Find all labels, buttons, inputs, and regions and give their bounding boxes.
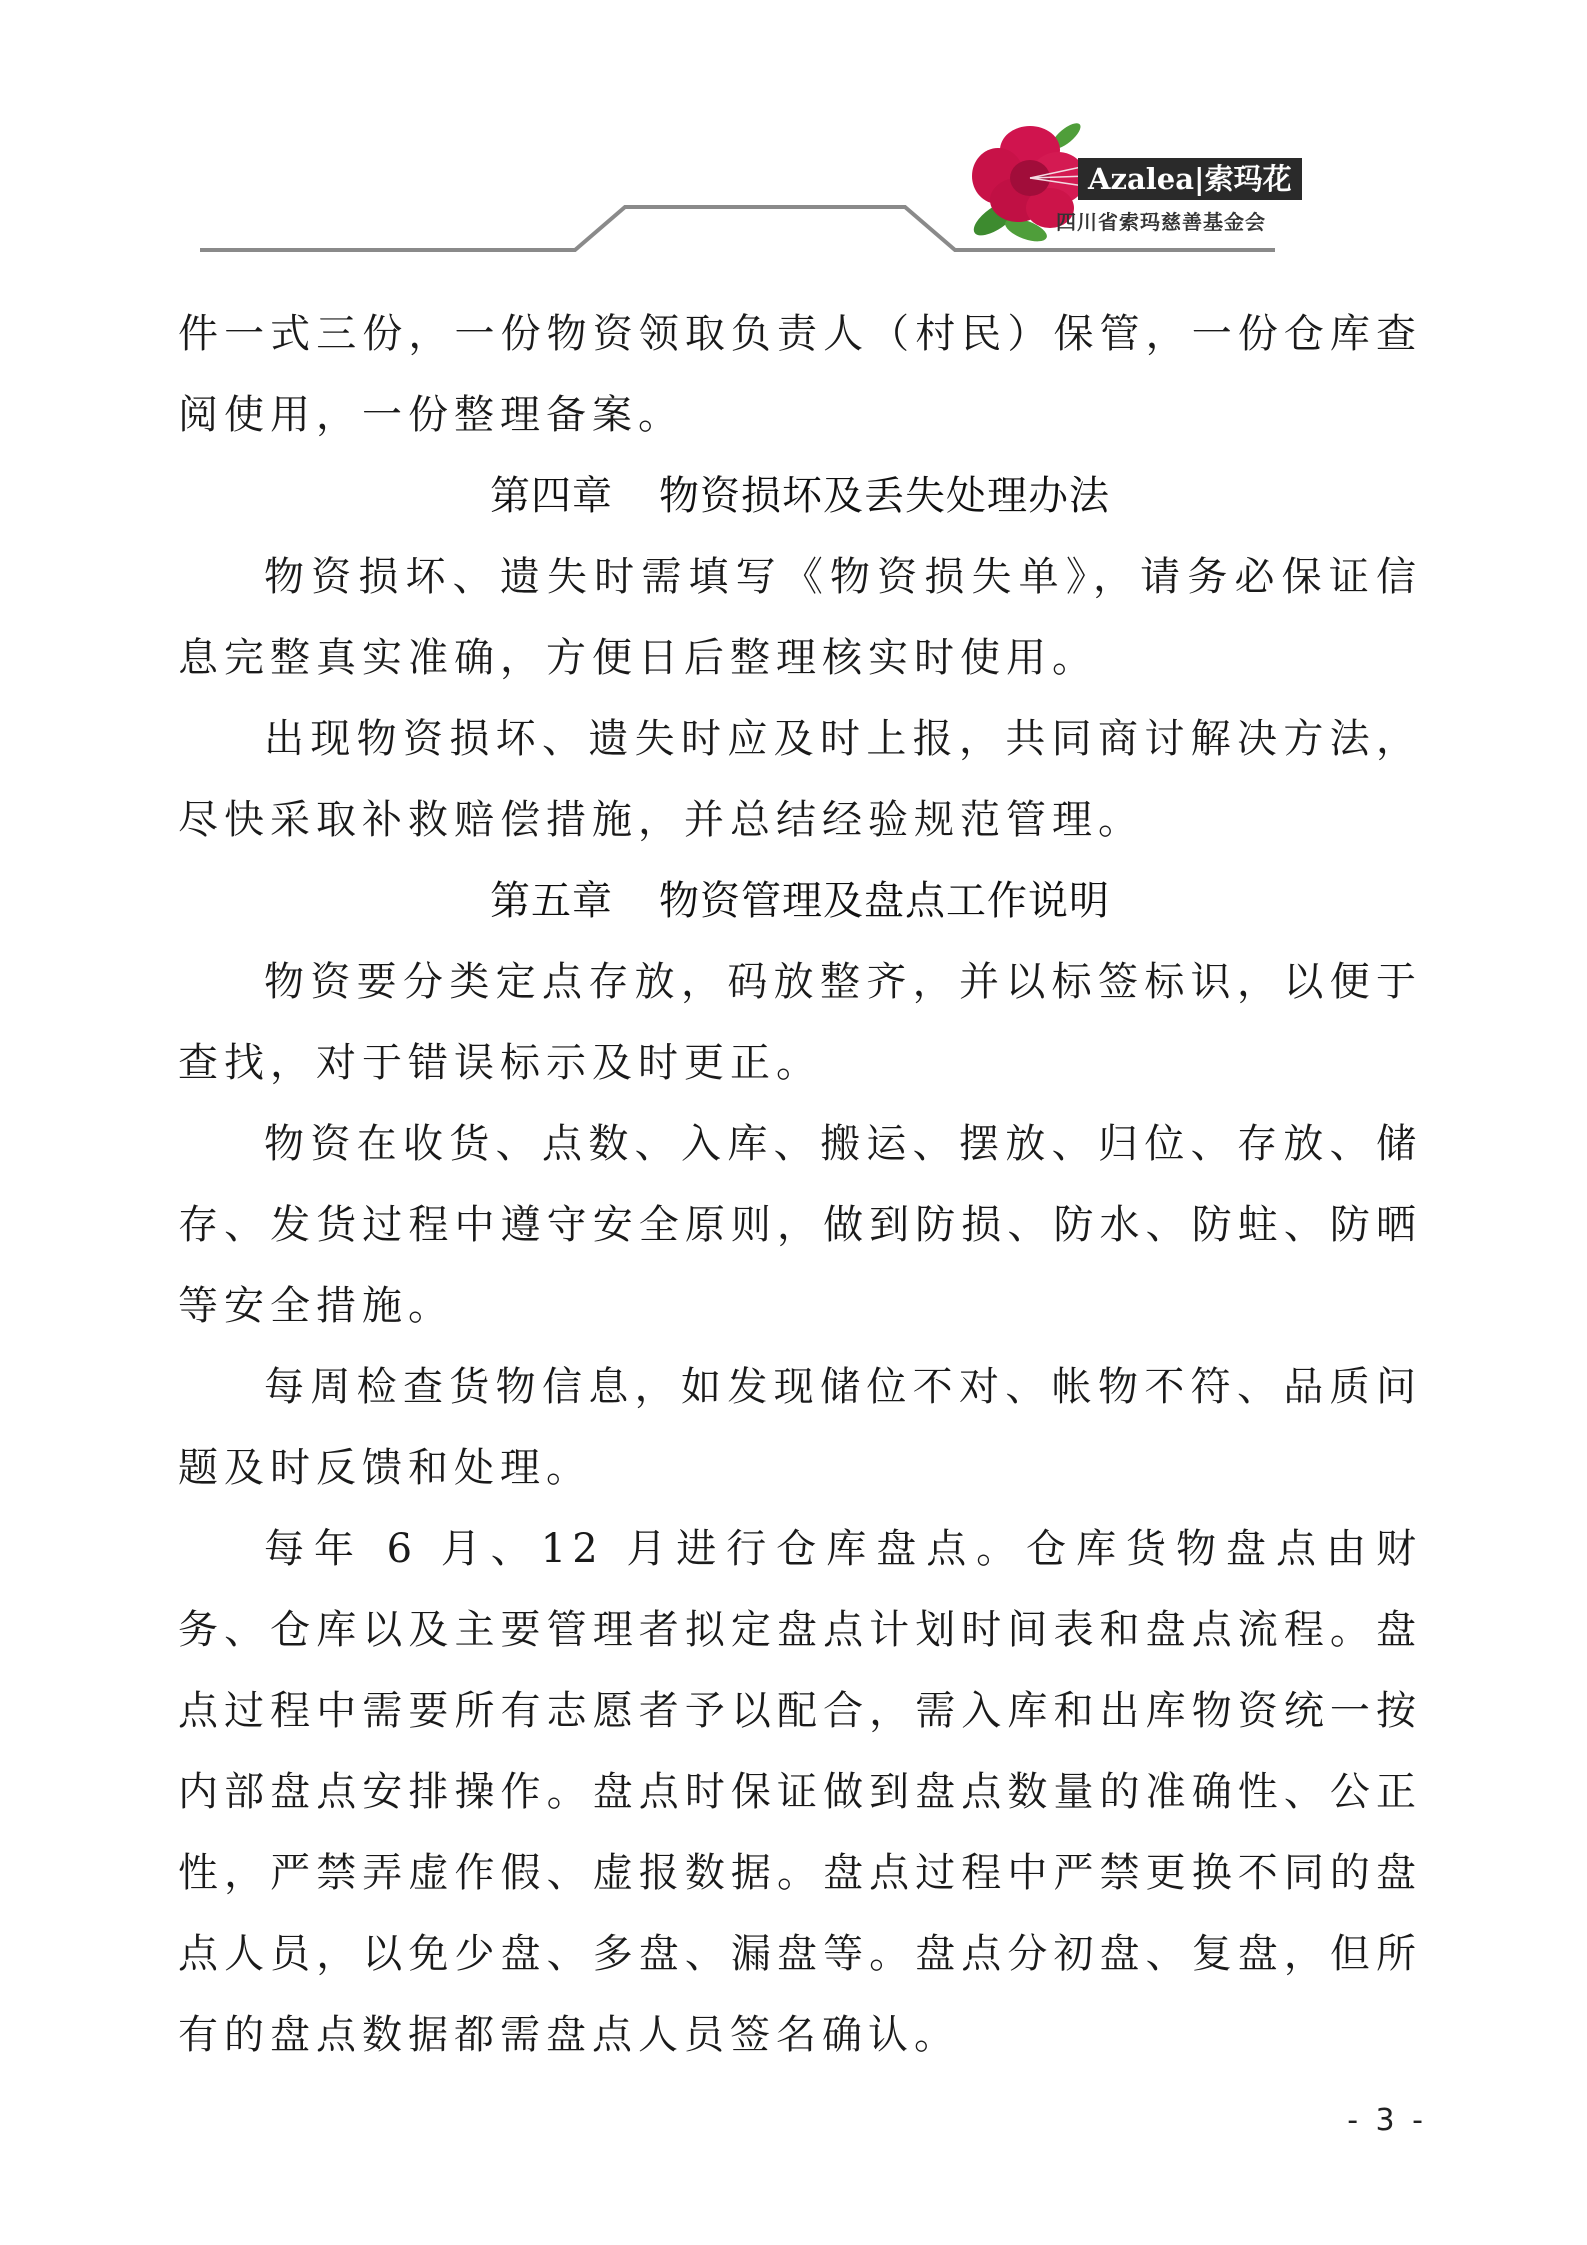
chapter-five-number: 第五章 xyxy=(490,878,613,924)
paragraph-weekly-check: 每周检查货物信息，如发现储位不对、帐物不符、品质问题及时反馈和处理。 xyxy=(178,1364,1422,1491)
chapter-four-heading xyxy=(178,456,1422,537)
paragraph-copies: 件一式三份，一份物资领取负责人（村民）保管，一份仓库查阅使用，一份整理备案。 xyxy=(178,311,1422,438)
paragraph-safety: 物资在收货、点数、入库、搬运、摆放、归位、存放、储存、发货过程中遵守安全原则，做到防损、防水、防蛀、防晒等安全措施。 xyxy=(178,1121,1422,1329)
logo-brand-text: Azalea|索玛花 xyxy=(1078,158,1302,200)
chapter-four-number: 第四章 xyxy=(490,473,613,519)
foundation-logo xyxy=(968,118,1292,248)
page-number: - 3 - xyxy=(1347,2103,1427,2138)
chapter-five-heading xyxy=(178,861,1422,942)
paragraph-loss-report: 出现物资损坏、遗失时应及时上报，共同商讨解决方法，尽快采取补救赔偿措施，并总结经验规范管理。 xyxy=(178,716,1422,843)
document-body xyxy=(178,294,1422,2076)
chapter-five-title: 物资管理及盘点工作说明 xyxy=(659,878,1110,924)
paragraph-loss-form: 物资损坏、遗失时需填写《物资损失单》，请务必保证信息完整真实准确，方便日后整理核实时使用。 xyxy=(178,554,1422,681)
paragraph-inventory: 每年 6 月、12 月进行仓库盘点。仓库货物盘点由财务、仓库以及主要管理者拟定盘点计划时间表和盘点流程。盘点过程中需要所有志愿者予以配合，需入库和出库物资统一按内部盘点安排操作。盘点时保证做到盘点数量的准确性、公正性，严禁弄虚作假、虚报数据。盘点过程中严禁更换不同的盘点人员，以免少盘、多盘、漏盘等。盘点分初盘、复盘，但所有的盘点数据都需盘点人员签名确认。 xyxy=(178,1526,1422,2058)
logo-subtitle-text: 四川省索玛慈善基金会 xyxy=(1056,210,1266,234)
chapter-four-title: 物资损坏及丢失处理办法 xyxy=(659,473,1110,519)
header-decoration xyxy=(0,0,1587,270)
paragraph-storage: 物资要分类定点存放，码放整齐，并以标签标识，以便于查找，对于错误标示及时更正。 xyxy=(178,959,1422,1086)
